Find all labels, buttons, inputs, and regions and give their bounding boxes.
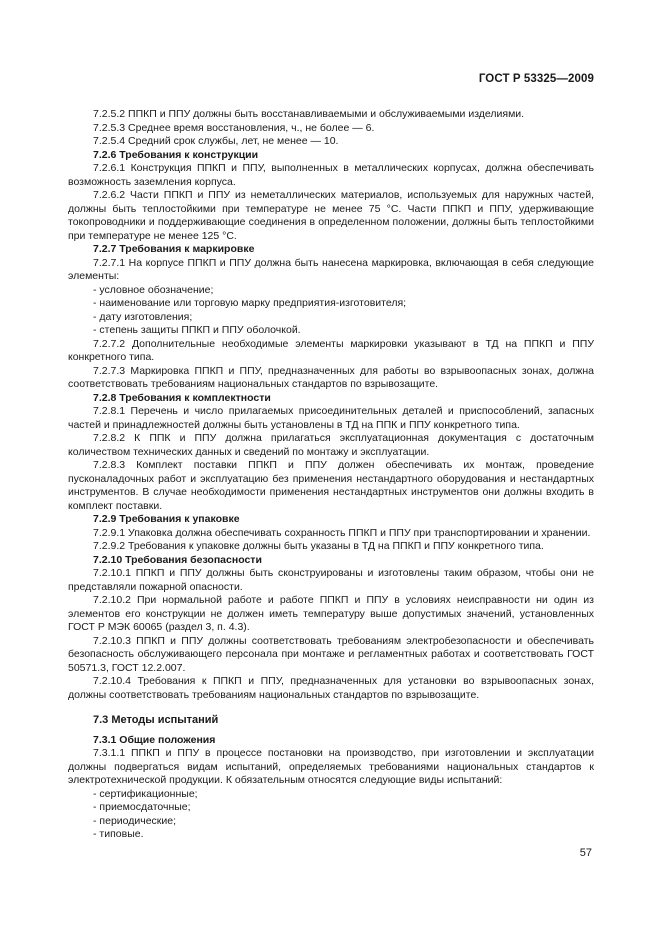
paragraph: 7.2.6.1 Конструкция ППКП и ППУ, выполненных в металлических корпусах, должна обеспечивать возможность заземления корпуса. [68,162,594,188]
paragraph: 7.2.10.2 При нормальной работе и работе ППКП и ППУ в условиях неисправности ни один из элементов его конструкции не должен иметь температуру выше допустимых значений, установленных ГОСТ Р МЭК 60065 (раздел 3, п. 4.3). [68,594,594,633]
paragraph: 7.2.7.2 Дополнительные необходимые элементы маркировки указывают в ТД на ППКП и ППУ конкретного типа. [68,337,594,363]
list-item: - периодические; [93,814,177,827]
paragraph: 7.2.10.1 ППКП и ППУ должны быть сконструированы и изготовлены таким образом, чтобы они не представляли пожарной опасности. [68,567,594,593]
document-header: ГОСТ Р 53325—2009 [478,73,594,85]
paragraph: 7.2.6.2 Части ППКП и ППУ из неметаллических материалов, используемых для наружных частей, должны быть теплостойкими при температуре не менее 75 °С. Части ППКП и ППУ, удерживающие токопроводники и поддерживающие соединения в определенном положении, должны быть теплостойкими при температуре не менее 125 °С. [68,189,594,242]
paragraph: 7.2.10.4 Требования к ППКП и ППУ, предназначенных для установки во взрывоопасных зонах, должны соответствовать требованиям национальных стандартов по взрывозащите. [68,675,594,701]
paragraph: 7.2.9.2 Требования к упаковке должны быть указаны в ТД на ППКП и ППУ конкретного типа. [93,540,544,552]
paragraph: 7.2.5.2 ППКП и ППУ должны быть восстанавливаемыми и обслуживаемыми изделиями. [93,108,525,120]
section-heading: 7.2.6 Требования к конструкции [93,148,259,161]
section-heading-major: 7.3 Методы испытаний [93,714,219,726]
paragraph: 7.2.8.3 Комплект поставки ППКП и ППУ должен обеспечивать их монтаж, проведение пусконаладочных работ и эксплуатацию без применения нестандартного оборудования и нестандартных инструментов. В случае необходимости применения нестандартных инструментов они должны входить в комплект поставки. [68,459,594,512]
paragraph: 7.2.5.3 Среднее время восстановления, ч., не более — 6. [93,121,375,134]
list-item: - типовые. [93,828,144,840]
paragraph: 7.2.7.1 На корпусе ППКП и ППУ должна быть нанесена маркировка, включающая в себя следующие элементы: [68,256,594,282]
paragraph: 7.3.1.1 ППКП и ППУ в процессе постановки на производство, при изготовлении и эксплуатации должны подвергаться видам испытаний, определяемых требованиями национальных стандартов к электротехнической продукции. К обязательным относятся следующие виды испытаний: [68,747,594,786]
list-item: - степень защиты ППКП и ППУ оболочкой. [93,324,301,336]
section-heading: 7.2.10 Требования безопасности [93,553,262,566]
section-heading: 7.2.9 Требования к упаковке [93,513,240,525]
section-heading: 7.2.7 Требования к маркировке [93,243,255,255]
list-item: - дату изготовления; [93,310,193,323]
section-heading: 7.2.8 Требования к комплектности [93,391,271,404]
paragraph: 7.2.5.4 Средний срок службы, лет, не менее — 10. [93,135,339,147]
document-body [68,108,594,842]
list-item: - приемосдаточные; [93,801,191,813]
section-heading: 7.3.1 Общие положения [93,733,216,746]
paragraph: 7.2.8.2 К ППК и ППУ должна прилагаться эксплуатационная документация с достаточным количеством технических данных и сведений по монтажу и эксплуатации. [68,432,594,458]
page-number: 57 [579,847,592,859]
paragraph: 7.2.10.3 ППКП и ППУ должны соответствовать требованиям электробезопасности и обеспечивать безопасность обслуживающего персонала при монтаже и регламентных работах и соответствовать ГОСТ 50571.3, ГОСТ 12.2.007. [68,634,594,674]
paragraph: 7.2.7.3 Маркировка ППКП и ППУ, предназначенных для работы во взрывоопасных зонах, должна соответствовать требованиям национальных стандартов по взрывозащите. [68,364,594,390]
list-item: - наименование или торговую марку предприятия-изготовителя; [93,297,407,309]
list-item: - условное обозначение; [93,283,214,296]
paragraph: 7.2.9.1 Упаковка должна обеспечивать сохранность ППКП и ППУ при транспортировании и хранении. [93,526,591,539]
list-item: - сертификационные; [93,787,198,800]
paragraph: 7.2.8.1 Перечень и число прилагаемых присоединительных деталей и приспособлений, запасных частей и принадлежностей должны быть установлены в ТД на ППК и ППУ конкретного типа. [68,405,594,431]
